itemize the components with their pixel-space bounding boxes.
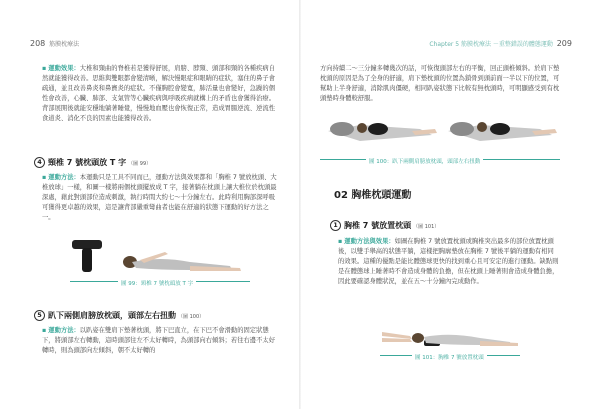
section-4-heading — [34, 157, 151, 168]
t-pillow-exercise-photo — [70, 228, 250, 276]
section-5-heading — [34, 310, 204, 321]
section-5-ref: （圖 100） — [178, 314, 205, 320]
section-1-number: 1 — [330, 220, 341, 231]
effect-label: 運動效果： — [48, 65, 80, 72]
section-1-heading — [330, 220, 439, 231]
thoracic-pillow-photo — [380, 318, 520, 348]
sec5-method-label: 運動方法： — [48, 327, 80, 334]
effect-paragraph — [42, 64, 280, 124]
section-1-ref: （圖 101） — [413, 224, 440, 230]
bullet-icon: ▪ — [42, 327, 47, 334]
fig100-caption: 圖 100：趴下兩側肩膀放枕頭，頭部左右扭動 — [366, 157, 483, 165]
prone-head-turn-photos — [320, 107, 560, 149]
right-running-head — [429, 39, 572, 48]
left-head-title: 筋膜枕療法 — [49, 41, 80, 48]
right-page — [300, 0, 600, 409]
fig99-caption: 圖 99：頸椎 7 號枕頭放 T 字 — [118, 279, 196, 287]
bullet-icon: ▪ — [42, 174, 47, 181]
section-4-title: 頸椎 7 號枕頭放 T 字 — [48, 158, 127, 167]
fig101-caption: 圖 101：胸椎 7 號放置枕頭 — [412, 353, 487, 361]
sec5-method-text: 以趴姿在雙肩下墊著枕頭，將下巴直立，在下巴不會滑動的固定狀態下，將頭部左右轉動，這時頭部往左不太好轉時，為頭部向右傾斜；若往右邊不太好轉時，則為頭部向左傾斜，朝不太好轉的 — [42, 327, 275, 354]
continued-paragraph: 方向持續二～三分鐘多轉幾次的話，可恢復頭部左右的平衡，回正頭椎傾斜。於肩下墊枕頭的原因是為了全身的舒適，肩下墊枕頭的位置為鎖骨到頭前面一半以下的位置，可幫助上半身舒適，消除肌肉僵硬，相同趴姿狀態下比較有無枕頭時，可明顯感受到有枕頭墊時身體較舒服。 — [320, 65, 560, 102]
sec4-method-label: 運動方法： — [48, 174, 80, 181]
section-heading: 02 胸椎枕頭運動 — [334, 190, 412, 201]
sec4-method-text: 本運動只是工具不同而已，運動方法與效果都和「胸椎 7 號放枕頭、大椎放球」一樣，和圖一樣將兩個枕頭擺放成 T 字，接著躺在枕頭上讓大椎位於枕頭最深處，藉此對頭部位造成刺激，執行時間大約七～十分鐘左右。此時利用胸部深呼吸可獲得更卓越的效果，這是讓背部嚴重彎曲者也能在舒適的狀態下運動的好方法之一。 — [42, 174, 277, 221]
sec4-method-paragraph — [42, 173, 280, 223]
section-5-title: 趴下兩側肩膀放枕頭，頭部左右扭動 — [48, 311, 176, 320]
left-page-number: 208 — [30, 39, 46, 48]
section-4-number: 4 — [34, 157, 45, 168]
sec1-method-text: 如圖在胸椎 7 號放置枕頭或胸椎突出最多的部位放置枕頭後，以雙手舉高的狀態平躺，這樣把胸廓墊放在胸椎 7 號後平躺的運動有相同的效果。這種的優點是能比體態球更快的找到重心且可安定的進行運動。缺點則是在體態球上睡著時不會造成身體的負擔，但在枕頭上睡著則會造成身體負擔，因此要確認身體狀況，並在五～十分鐘內完成動作。 — [338, 238, 559, 285]
right-head-title: Chapter 5 筋膜枕療法 －重整錯誤的體態運動 — [429, 41, 553, 48]
effect-text: 大椎和頸曲的脊椎若是獲得舒展，肩膀、脖頸、頭部和頸的各種疾病自然就能獲得改善。思維與雙眼都會變清晰，解決慢眼症和眼睛的症狀，塞住的鼻子會疏通，並且改善鼻炎和鼻竇炎的症狀。不僅胸腔會變寬，肺活量也會變好，急躁的個性會改善，心臟、肺部、支氣管等心臟疾病與呼吸疾病就構上的矛盾也會獲得治療。背部展開後就能安穩地躺著睡覺，慢慢地血壓也會恢復正常，造成胃腸逆流、逆流性食道炎、消化不良的因素也能獲得改善。 — [42, 65, 275, 122]
bullet-icon: ▪ — [338, 238, 343, 245]
right-page-number: 209 — [556, 39, 572, 48]
left-running-head — [30, 39, 79, 48]
sec5-method-paragraph — [42, 326, 280, 356]
section-5-number: 5 — [34, 310, 45, 321]
sec1-method-paragraph — [338, 237, 560, 287]
sec1-method-label: 運動方法與效果： — [344, 238, 395, 245]
bullet-icon: ▪ — [42, 65, 47, 72]
section-4-ref: （圖 99） — [128, 161, 152, 167]
section-1-title: 胸椎 7 號放置枕頭 — [344, 221, 412, 230]
